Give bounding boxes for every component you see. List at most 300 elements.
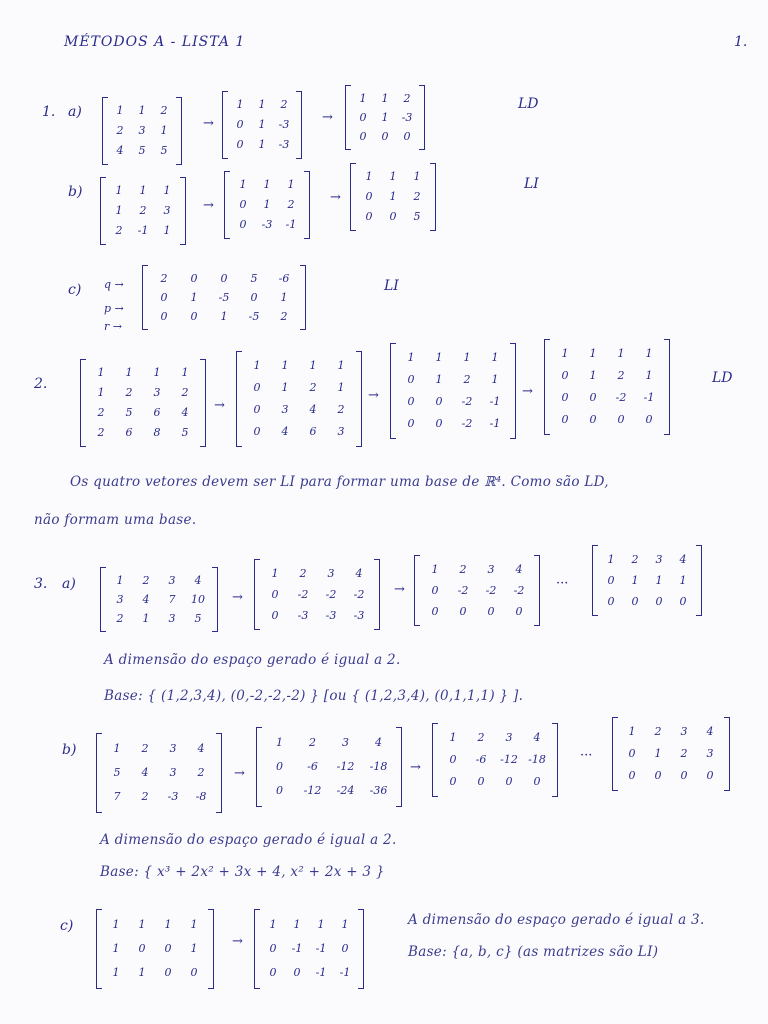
matrix-3b-4 <box>612 718 730 790</box>
matrix-cell: 1 <box>341 918 349 931</box>
matrix-cell: 0 <box>160 291 168 304</box>
matrix-cell: 2 <box>617 369 625 382</box>
matrix-cell: 2 <box>115 224 123 237</box>
matrix-cell: 4 <box>515 563 523 576</box>
arrow-icon: → <box>203 116 214 131</box>
matrix-cell: 0 <box>381 130 389 143</box>
matrix-cell: -5 <box>218 291 230 304</box>
matrix-cell: 6 <box>309 425 317 438</box>
matrix-cell: 1 <box>561 347 569 360</box>
matrix-cell: 1 <box>654 747 662 760</box>
question-1-label: 1. <box>42 104 56 120</box>
matrix-cell: 1 <box>112 918 120 931</box>
matrix-3c-1 <box>96 910 214 988</box>
matrix-2-1 <box>80 360 206 446</box>
matrix-cell: 4 <box>355 567 363 580</box>
matrix-cell: 2 <box>631 553 639 566</box>
matrix-cell: 2 <box>309 381 317 394</box>
matrix-cell: 0 <box>449 775 457 788</box>
matrix-cell: 0 <box>628 769 636 782</box>
matrix-cell: -2 <box>297 588 309 601</box>
matrix-cell: -1 <box>339 966 351 979</box>
matrix-cell: 1 <box>389 170 397 183</box>
matrix-cell: 1 <box>125 366 133 379</box>
item-3a-label: a) <box>62 576 76 592</box>
matrix-cell: 0 <box>631 595 639 608</box>
matrix-cell: 3 <box>169 766 177 779</box>
matrix-cell: 1 <box>138 104 146 117</box>
matrix-cell: 4 <box>281 425 289 438</box>
matrix-cell: -2 <box>325 588 337 601</box>
matrix-cell: 3 <box>327 567 335 580</box>
matrix-cell: 6 <box>125 426 133 439</box>
matrix-3a-1 <box>100 568 218 631</box>
matrix-cell: 0 <box>341 942 349 955</box>
matrix-1a-1 <box>102 98 182 164</box>
matrix-cell: 1 <box>628 725 636 738</box>
matrix-cell: 1 <box>435 351 443 364</box>
matrix-cell: 1 <box>276 736 283 749</box>
item-1c-label: c) <box>68 282 82 298</box>
matrix-cell: 0 <box>449 753 457 766</box>
arrow-icon: → <box>394 582 405 597</box>
matrix-cell: 1 <box>359 92 367 105</box>
matrix-cell: 1 <box>431 563 439 576</box>
q2-text-line1: Os quatro vetores devem ser LI para formar uma base de ℝ⁴. Como são LD, <box>70 474 609 490</box>
matrix-cell: 1 <box>617 347 625 360</box>
matrix-cell: 1 <box>236 98 244 111</box>
item-3c-label: c) <box>60 918 74 934</box>
matrix-cell: -1 <box>489 417 501 430</box>
matrix-cell: -2 <box>461 417 473 430</box>
matrix-cell: 1 <box>258 138 266 151</box>
matrix-cell: -12 <box>500 753 518 766</box>
matrix-1a-2 <box>222 92 302 158</box>
matrix-cell: 1 <box>413 170 421 183</box>
matrix-cell: 1 <box>163 184 171 197</box>
matrix-cell: 2 <box>403 92 411 105</box>
matrix-cell: 1 <box>449 731 457 744</box>
matrix-cell: -2 <box>461 395 473 408</box>
matrix-cell: 0 <box>250 291 258 304</box>
matrix-3b-3 <box>432 724 558 796</box>
matrix-cell: 7 <box>113 790 121 803</box>
matrix-cell: 1 <box>142 612 150 625</box>
matrix-cell: 2 <box>280 310 288 323</box>
matrix-cell: 3 <box>116 593 124 606</box>
matrix-cell: 3 <box>706 747 714 760</box>
matrix-cell: 1 <box>407 351 415 364</box>
matrix-cell: 2 <box>97 426 105 439</box>
matrix-cell: 0 <box>679 595 687 608</box>
matrix-cell: 1 <box>153 366 161 379</box>
q3b-text-line1: A dimensão do espaço gerado é igual a 2. <box>100 832 397 848</box>
matrix-cell: 0 <box>645 413 653 426</box>
matrix-cell: 1 <box>220 310 228 323</box>
matrix-cell: 3 <box>168 574 176 587</box>
matrix-cell: 0 <box>269 942 277 955</box>
matrix-cell: 1 <box>253 359 261 372</box>
matrix-cell: 2 <box>141 742 149 755</box>
matrix-cell: -24 <box>336 784 355 797</box>
matrix-cell: 8 <box>153 426 161 439</box>
matrix-cell: 5 <box>194 612 202 625</box>
matrix-cell: 1 <box>607 553 615 566</box>
matrix-cell: 4 <box>706 725 714 738</box>
matrix-cell: -8 <box>195 790 207 803</box>
matrix-cell: 1 <box>138 918 146 931</box>
matrix-cell: 1 <box>269 918 277 931</box>
matrix-cell: 1 <box>190 918 198 931</box>
matrix-cell: 1 <box>113 742 121 755</box>
matrix-cell: 0 <box>276 760 283 773</box>
matrix-cell: 1 <box>258 98 266 111</box>
matrix-2-4 <box>544 340 670 434</box>
question-3-label: 3. <box>34 576 48 592</box>
matrix-3a-3 <box>414 556 540 625</box>
matrix-cell: -2 <box>513 584 525 597</box>
matrix-cell: 4 <box>533 731 541 744</box>
result-1b: LI <box>524 176 539 192</box>
matrix-3c-2 <box>254 910 364 988</box>
matrix-2-2 <box>236 352 362 446</box>
matrix-cell: -1 <box>137 224 149 237</box>
matrix-cell: 2 <box>680 747 688 760</box>
matrix-cell: 1 <box>239 178 247 191</box>
matrix-cell: 2 <box>299 567 307 580</box>
matrix-cell: -1 <box>315 942 327 955</box>
matrix-cell: 2 <box>463 373 471 386</box>
matrix-cell: 0 <box>190 272 198 285</box>
matrix-cell: 0 <box>477 775 485 788</box>
row-label-q: q → <box>104 278 124 291</box>
matrix-cell: -12 <box>303 784 322 797</box>
arrow-icon: → <box>234 766 245 781</box>
matrix-cell: 1 <box>263 198 271 211</box>
arrow-icon: → <box>330 190 341 205</box>
matrix-cell: 0 <box>253 403 261 416</box>
arrow-icon: → <box>410 760 421 775</box>
matrix-cell: 5 <box>125 406 133 419</box>
matrix-cell: 10 <box>191 593 205 606</box>
matrix-cell: 0 <box>431 605 439 618</box>
row-label-r: r → <box>104 320 122 333</box>
matrix-cell: 2 <box>116 612 124 625</box>
matrix-cell: 1 <box>258 118 266 131</box>
page-title: MÉTODOS A - LISTA 1 <box>64 34 246 50</box>
matrix-cell: -1 <box>315 966 327 979</box>
matrix-cell: -3 <box>278 118 290 131</box>
matrix-cell: 0 <box>607 574 615 587</box>
matrix-cell: 1 <box>645 369 653 382</box>
matrix-cell: -2 <box>353 588 365 601</box>
matrix-cell: 3 <box>342 736 349 749</box>
matrix-cell: 1 <box>181 366 189 379</box>
matrix-cell: 0 <box>269 966 277 979</box>
matrix-cell: 0 <box>389 210 397 223</box>
matrix-3b-1 <box>96 734 222 812</box>
matrix-cell: 0 <box>365 210 373 223</box>
matrix-cell: 1 <box>115 204 123 217</box>
matrix-cell: 3 <box>487 563 495 576</box>
matrix-cell: 0 <box>190 966 198 979</box>
matrix-1b-1 <box>100 178 186 244</box>
matrix-cell: 0 <box>403 130 411 143</box>
matrix-cell: 2 <box>654 725 662 738</box>
matrix-cell: 1 <box>112 942 120 955</box>
matrix-cell: 0 <box>138 942 146 955</box>
matrix-cell: 4 <box>142 593 150 606</box>
matrix-cell: 3 <box>169 742 177 755</box>
matrix-cell: 1 <box>163 224 171 237</box>
arrow-icon: → <box>368 388 379 403</box>
matrix-cell: 1 <box>655 574 663 587</box>
item-1a-label: a) <box>68 104 82 120</box>
matrix-cell: 0 <box>561 391 569 404</box>
matrix-cell: 2 <box>97 406 105 419</box>
matrix-cell: 3 <box>505 731 513 744</box>
matrix-cell: -1 <box>291 942 303 955</box>
q3a-text-line2: Base: { (1,2,3,4), (0,-2,-2,-2) } [ou { (1,2,3,4), (0,1,1,1) } ]. <box>104 688 524 704</box>
matrix-cell: 0 <box>617 413 625 426</box>
matrix-cell: 1 <box>389 190 397 203</box>
matrix-cell: -6 <box>278 272 290 285</box>
matrix-cell: 0 <box>515 605 523 618</box>
matrix-cell: 1 <box>679 574 687 587</box>
q3c-text-line2: Base: {a, b, c} (as matrizes são LI) <box>408 944 659 960</box>
matrix-cell: 2 <box>477 731 485 744</box>
matrix-1b-3 <box>350 164 436 230</box>
matrix-cell: 0 <box>607 595 615 608</box>
matrix-cell: 0 <box>190 310 198 323</box>
result-2: LD <box>712 370 733 386</box>
matrix-cell: 0 <box>164 942 172 955</box>
matrix-cell: 0 <box>589 391 597 404</box>
arrow-icon: → <box>214 398 225 413</box>
matrix-cell: 4 <box>309 403 317 416</box>
matrix-cell: -3 <box>261 218 273 231</box>
arrow-icon: → <box>203 198 214 213</box>
matrix-cell: 4 <box>375 736 382 749</box>
matrix-cell: 1 <box>138 966 146 979</box>
matrix-cell: -1 <box>489 395 501 408</box>
row-label-p: p → <box>104 302 124 315</box>
matrix-cell: 0 <box>359 130 367 143</box>
matrix-cell: 2 <box>141 790 149 803</box>
matrix-cell: 0 <box>239 218 247 231</box>
matrix-cell: -3 <box>401 111 413 124</box>
q3b-text-line2: Base: { x³ + 2x² + 3x + 4, x² + 2x + 3 } <box>100 864 385 880</box>
matrix-cell: 3 <box>655 553 663 566</box>
matrix-cell: 4 <box>194 574 202 587</box>
matrix-cell: 0 <box>253 381 261 394</box>
matrix-cell: 2 <box>309 736 316 749</box>
matrix-cell: 0 <box>293 966 301 979</box>
matrix-cell: 0 <box>706 769 714 782</box>
matrix-cell: 1 <box>589 347 597 360</box>
matrix-cell: 1 <box>281 359 289 372</box>
matrix-cell: 2 <box>160 272 168 285</box>
item-3b-label: b) <box>62 742 77 758</box>
matrix-cell: 0 <box>655 595 663 608</box>
matrix-2-3 <box>390 344 516 438</box>
matrix-1b-2 <box>224 172 310 238</box>
matrix-cell: 6 <box>153 406 161 419</box>
matrix-cell: 0 <box>164 966 172 979</box>
matrix-cell: 0 <box>407 395 415 408</box>
matrix-cell: 0 <box>220 272 228 285</box>
matrix-cell: 1 <box>190 291 198 304</box>
matrix-cell: 1 <box>281 381 289 394</box>
matrix-cell: 0 <box>271 609 279 622</box>
matrix-cell: 0 <box>271 588 279 601</box>
matrix-cell: 1 <box>271 567 279 580</box>
matrix-cell: -3 <box>297 609 309 622</box>
matrix-cell: 0 <box>459 605 467 618</box>
matrix-cell: 2 <box>197 766 205 779</box>
matrix-cell: 2 <box>139 204 147 217</box>
matrix-cell: 1 <box>491 373 499 386</box>
matrix-cell: 1 <box>491 351 499 364</box>
matrix-cell: 1 <box>309 359 317 372</box>
matrix-cell: 2 <box>142 574 150 587</box>
matrix-cell: 0 <box>407 417 415 430</box>
matrix-cell: 1 <box>337 359 345 372</box>
matrix-cell: 0 <box>253 425 261 438</box>
matrix-cell: 0 <box>359 111 367 124</box>
matrix-cell: 1 <box>139 184 147 197</box>
matrix-cell: 2 <box>280 98 288 111</box>
q3c-text-line1: A dimensão do espaço gerado é igual a 3. <box>408 912 705 928</box>
matrix-cell: 2 <box>287 198 295 211</box>
matrix-cell: 1 <box>190 942 198 955</box>
matrix-cell: 0 <box>561 369 569 382</box>
arrow-icon: → <box>232 590 243 605</box>
matrix-cell: 1 <box>263 178 271 191</box>
matrix-cell: 0 <box>680 769 688 782</box>
matrix-cell: 0 <box>628 747 636 760</box>
matrix-cell: 1 <box>115 184 123 197</box>
matrix-cell: 1 <box>287 178 295 191</box>
matrix-cell: -36 <box>369 784 388 797</box>
arrow-icon: → <box>322 110 333 125</box>
matrix-cell: 1 <box>589 369 597 382</box>
matrix-cell: 1 <box>381 92 389 105</box>
matrix-cell: 0 <box>407 373 415 386</box>
matrix-cell: 4 <box>141 766 149 779</box>
result-1a: LD <box>518 96 539 112</box>
matrix-cell: -2 <box>485 584 497 597</box>
matrix-cell: 0 <box>654 769 662 782</box>
matrix-cell: -6 <box>475 753 487 766</box>
matrix-cell: 3 <box>168 612 176 625</box>
matrix-cell: 2 <box>116 124 124 137</box>
matrix-cell: 0 <box>435 417 443 430</box>
page-number: 1. <box>734 34 748 50</box>
matrix-cell: 4 <box>679 553 687 566</box>
matrix-cell: 5 <box>160 144 168 157</box>
matrix-cell: 0 <box>533 775 541 788</box>
matrix-cell: -3 <box>167 790 179 803</box>
matrix-cell: 3 <box>138 124 146 137</box>
matrix-cell: 0 <box>365 190 373 203</box>
matrix-cell: 1 <box>435 373 443 386</box>
matrix-cell: 1 <box>381 111 389 124</box>
arrow-icon: → <box>522 384 533 399</box>
matrix-cell: 4 <box>197 742 205 755</box>
matrix-cell: -3 <box>353 609 365 622</box>
matrix-cell: 1 <box>645 347 653 360</box>
matrix-cell: 1 <box>337 381 345 394</box>
matrix-cell: 3 <box>281 403 289 416</box>
matrix-cell: 1 <box>97 386 105 399</box>
matrix-cell: 1 <box>160 124 168 137</box>
matrix-cell: 2 <box>459 563 467 576</box>
matrix-cell: 5 <box>250 272 258 285</box>
matrix-cell: 1 <box>293 918 301 931</box>
matrix-cell: 1 <box>631 574 639 587</box>
matrix-cell: 1 <box>365 170 373 183</box>
question-2-label: 2. <box>34 376 48 392</box>
matrix-cell: 2 <box>413 190 421 203</box>
matrix-cell: 0 <box>589 413 597 426</box>
matrix-3b-2 <box>256 728 402 806</box>
matrix-cell: -6 <box>307 760 318 773</box>
q3a-text-line1: A dimensão do espaço gerado é igual a 2. <box>104 652 401 668</box>
matrix-1a-3 <box>345 86 425 149</box>
matrix-cell: 0 <box>239 198 247 211</box>
matrix-cell: 3 <box>337 425 345 438</box>
matrix-cell: 4 <box>181 406 189 419</box>
matrix-cell: 1 <box>164 918 172 931</box>
matrix-cell: 1 <box>116 104 124 117</box>
dots-icon: ··· <box>580 748 593 763</box>
matrix-cell: -18 <box>369 760 388 773</box>
matrix-cell: -5 <box>248 310 260 323</box>
dots-icon: ··· <box>556 576 569 591</box>
matrix-cell: 4 <box>116 144 124 157</box>
matrix-cell: -1 <box>285 218 297 231</box>
matrix-cell: -3 <box>325 609 337 622</box>
matrix-cell: 2 <box>337 403 345 416</box>
matrix-cell: 0 <box>236 118 244 131</box>
matrix-cell: 0 <box>236 138 244 151</box>
matrix-cell: -2 <box>457 584 469 597</box>
matrix-cell: 2 <box>181 386 189 399</box>
matrix-cell: -18 <box>528 753 546 766</box>
matrix-cell: 0 <box>276 784 283 797</box>
matrix-3a-4 <box>592 546 702 615</box>
matrix-cell: 5 <box>413 210 421 223</box>
arrow-icon: → <box>232 934 243 949</box>
matrix-cell: 0 <box>561 413 569 426</box>
matrix-cell: 1 <box>116 574 124 587</box>
matrix-cell: -2 <box>615 391 627 404</box>
item-1b-label: b) <box>68 184 83 200</box>
matrix-cell: -12 <box>336 760 355 773</box>
matrix-cell: -1 <box>643 391 655 404</box>
matrix-cell: 1 <box>280 291 288 304</box>
matrix-cell: 2 <box>125 386 133 399</box>
matrix-cell: 5 <box>113 766 121 779</box>
matrix-cell: 0 <box>487 605 495 618</box>
matrix-cell: 0 <box>435 395 443 408</box>
result-1c: LI <box>384 278 399 294</box>
matrix-3a-2 <box>254 560 380 629</box>
matrix-cell: 1 <box>317 918 325 931</box>
matrix-cell: 3 <box>680 725 688 738</box>
matrix-cell: 1 <box>97 366 105 379</box>
